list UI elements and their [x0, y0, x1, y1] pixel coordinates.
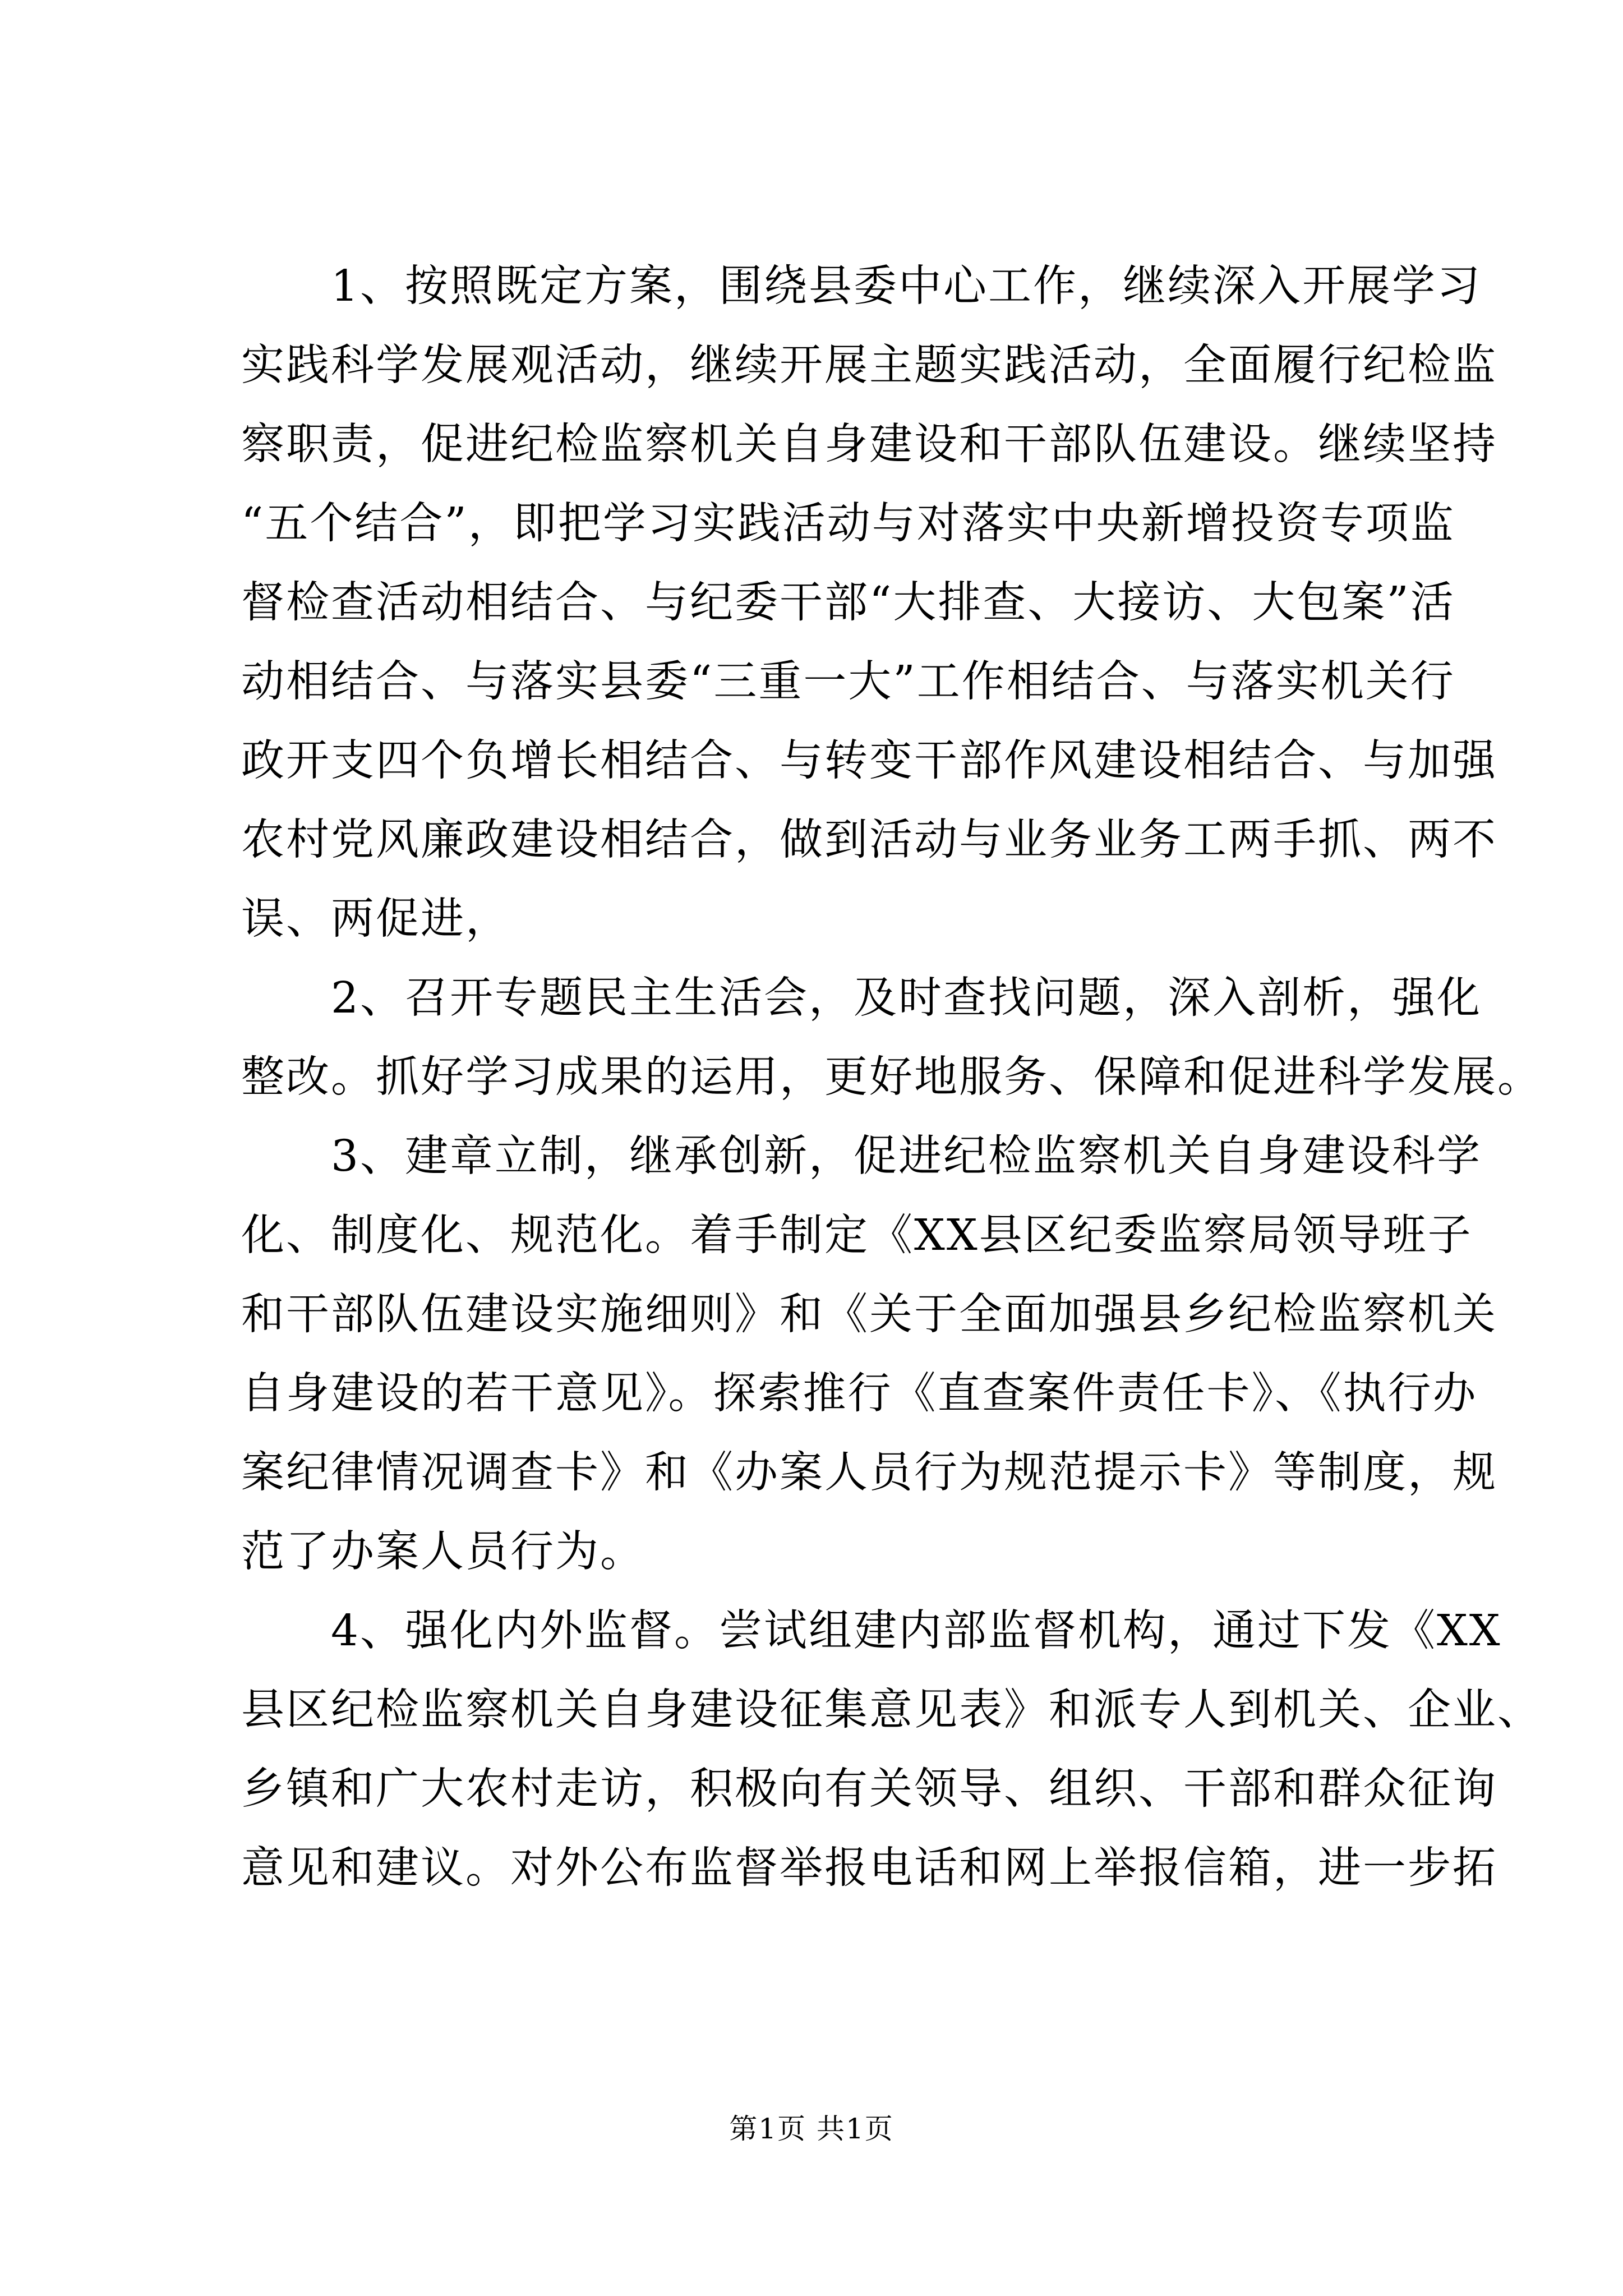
paragraph-1-line-1: 1、按照既定方案，围绕县委中心工作，继续深入开展学习: [331, 261, 1482, 311]
paragraph-2-line-2: 整改。抓好学习成果的运用，更好地服务、保障和促进科学发展。: [241, 1052, 1542, 1102]
paragraph-3-line-3: 和干部队伍建设实施细则》和《关于全面加强县乡纪检监察机关: [241, 1290, 1497, 1340]
paragraph-4-line-2: 县区纪检监察机关自身建设征集意见表》和派专人到机关、企业、: [241, 1685, 1542, 1735]
paragraph-4-line-3: 乡镇和广大农村走访，积极向有关领导、组织、干部和群众征询: [241, 1764, 1497, 1814]
paragraph-1-line-3: 察职责，促进纪检监察机关自身建设和干部队伍建设。继续坚持: [241, 420, 1497, 470]
paragraph-3-line-4: 自身建设的若干意见》。探索推行《直查案件责任卡》、《执行办: [241, 1369, 1478, 1419]
paragraph-2-line-1: 2、召开专题民主生活会，及时查找问题，深入剖析，强化: [331, 973, 1482, 1023]
page-footer: 第1页 共1页: [729, 2113, 894, 2145]
paragraph-4-line-1: 4、强化内外监督。尝试组建内部监督机构，通过下发《XX: [331, 1606, 1502, 1656]
paragraph-1-line-2: 实践科学发展观活动，继续开展主题实践活动，全面履行纪检监: [241, 341, 1497, 390]
paragraph-1-line-8: 农村党风廉政建设相结合，做到活动与业务业务工两手抓、两不: [241, 815, 1497, 865]
paragraph-1-line-9: 误、两促进，: [241, 894, 510, 944]
paragraph-3-line-2: 化、制度化、规范化。着手制定《XX县区纪委监察局领导班子: [241, 1211, 1473, 1260]
paragraph-1-line-4: “五个结合”，即把学习实践活动与对落实中央新增投资专项监: [241, 499, 1455, 549]
paragraph-1-line-6: 动相结合、与落实县委“三重一大”工作相结合、与落实机关行: [241, 657, 1455, 707]
document-body: [241, 247, 1542, 1908]
paragraph-3-line-6: 范了办案人员行为。: [241, 1527, 645, 1577]
paragraph-1-line-7: 政开支四个负增长相结合、与转变干部作风建设相结合、与加强: [241, 736, 1497, 786]
paragraph-1-line-5: 督检查活动相结合、与纪委干部“大排查、大接访、大包案”活: [241, 578, 1455, 628]
paragraph-3-line-1: 3、建章立制，继承创新，促进纪检监察机关自身建设科学: [331, 1131, 1482, 1181]
paragraph-3-line-5: 案纪律情况调查卡》和《办案人员行为规范提示卡》等制度，规: [241, 1448, 1497, 1498]
paragraph-4-line-4: 意见和建议。对外公布监督举报电话和网上举报信箱，进一步拓: [241, 1843, 1497, 1893]
